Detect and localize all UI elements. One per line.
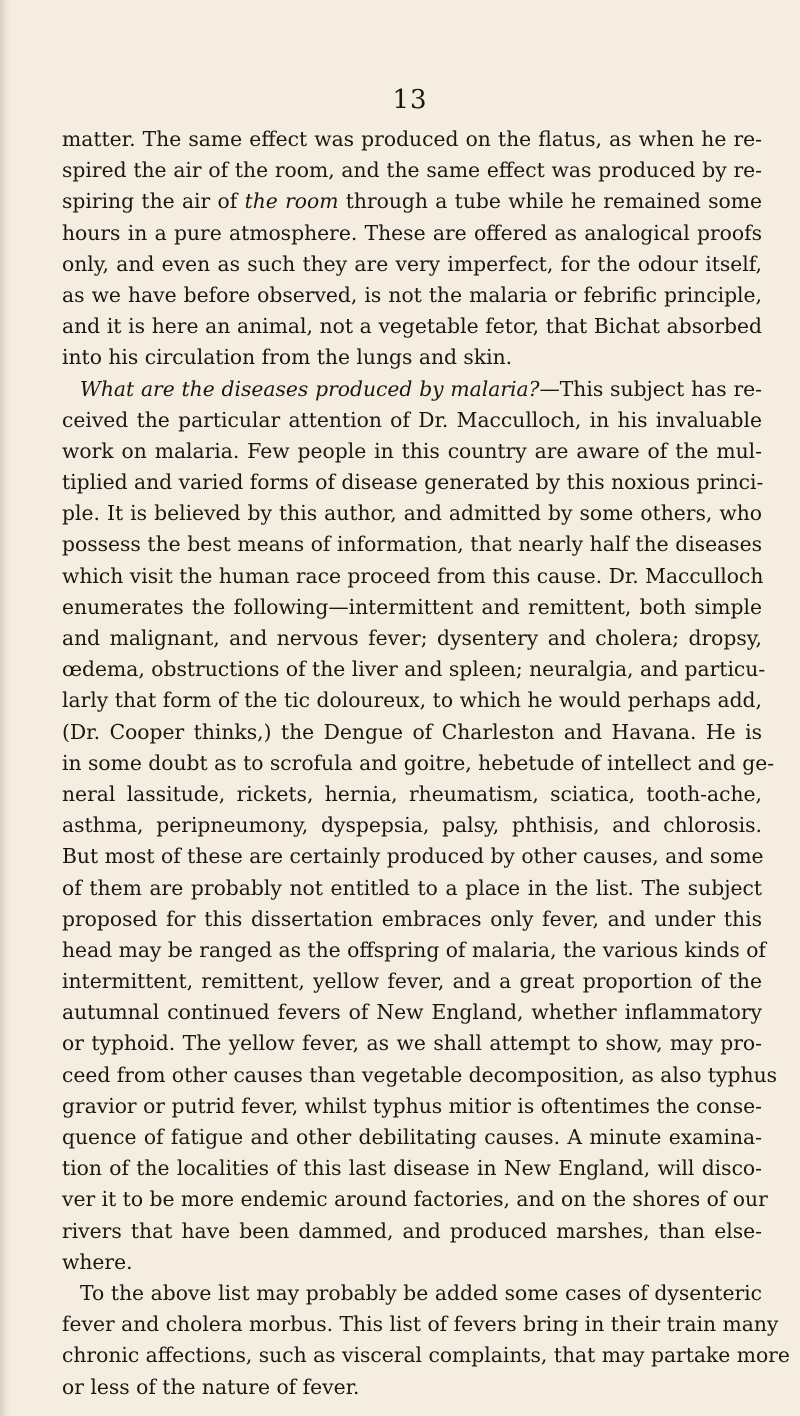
text-line: ceed from other causes than vegetable decomposition, as also typhus (62, 1062, 778, 1087)
body-text (62, 124, 790, 1403)
text-line: gravior or putrid fever, whilst typhus mitior is oftentimes the conse- (62, 1093, 762, 1118)
text-line: of them are probably not entitled to a place in the list. The subject (62, 875, 762, 900)
text-line: tion of the localities of this last disease in New England, will disco- (62, 1156, 762, 1181)
text-line: enumerates the following—intermittent and remittent, both simple (62, 594, 762, 619)
text-line: or typhoid. The yellow fever, as we shall attempt to show, may pro- (62, 1031, 762, 1056)
text-line: neral lassitude, rickets, hernia, rheumatism, sciatica, tooth-ache, (62, 781, 762, 806)
text-line: or less of the nature of fever. (62, 1374, 360, 1399)
text-line: But most of these are certainly produced by other causes, and some (62, 844, 764, 869)
text-line: proposed for this dissertation embraces only fever, and under this (62, 906, 762, 931)
text-line: larly that form of the tic doloureux, to which he would perhaps add, (62, 688, 762, 713)
text-line: and it is here an animal, not a vegetable fetor, that Bichat absorbed (62, 314, 762, 339)
text-line: chronic affections, such as visceral complaints, that may partake more (62, 1343, 790, 1368)
text-span: through a tube while he remained some (345, 189, 762, 214)
text-line: ver it to be more endemic around factories, and on the shores of our (62, 1187, 768, 1212)
text-line: work on malaria. Few people in this country are aware of the mul- (62, 438, 762, 463)
text-span: —This subject has re- (539, 376, 762, 401)
italic-heading: What are the diseases produced by malaria? (80, 376, 540, 401)
text-line: (Dr. Cooper thinks,) the Dengue of Charleston and Havana. He is (62, 719, 762, 744)
text-line: in some doubt as to scrofula and goitre, hebetude of intellect and ge- (62, 750, 775, 775)
text-line: matter. The same effect was produced on the flatus, as when he re- (62, 127, 762, 151)
page-number: 13 (392, 85, 428, 115)
text-line: spired the air of the room, and the same effect was produced by re- (62, 158, 762, 183)
text-line: hours in a pure atmosphere. These are offered as analogical proofs (62, 220, 762, 245)
text-line: as we have before observed, is not the malaria or febrific principle, (62, 282, 762, 307)
text-line: tiplied and varied forms of disease generated by this noxious princi- (62, 470, 764, 495)
text-line: œdema, obstructions of the liver and spleen; neuralgia, and particu- (62, 657, 766, 682)
text-line: ple. It is believed by this author, and admitted by some others, who (62, 501, 762, 526)
text-line: rivers that have been dammed, and produced marshes, than else- (62, 1218, 762, 1243)
text-line: autumnal continued fevers of New England, whether inflammatory (62, 1000, 762, 1025)
text-line: and malignant, and nervous fever; dysentery and cholera; dropsy, (62, 626, 762, 650)
text-line: which visit the human race proceed from this cause. Dr. Macculloch (62, 563, 764, 588)
text-line (62, 374, 762, 405)
text-line: fever and cholera morbus. This list of fevers bring in their train many (62, 1312, 779, 1337)
scan-edge (0, 0, 10, 1416)
italic-span: the room (244, 189, 339, 214)
text-line: into his circulation from the lungs and skin. (62, 345, 513, 370)
text-line: asthma, peripneumony, dyspepsia, palsy, phthisis, and chlorosis. (62, 813, 762, 838)
text-line: intermittent, remittent, yellow fever, and a great proportion of the (62, 969, 762, 994)
text-line: only, and even as such they are very imperfect, for the odour itself, (62, 251, 762, 276)
text-line: where. (62, 1249, 133, 1274)
text-line: head may be ranged as the offspring of malaria, the various kinds of (62, 937, 766, 962)
text-span: spiring the air of (62, 189, 238, 214)
text-line: quence of fatigue and other debilitating causes. A minute examina- (62, 1125, 762, 1149)
text-line: To the above list may probably be added some cases of dysenteric (80, 1280, 762, 1305)
text-line (62, 186, 762, 217)
text-line: possess the best means of information, that nearly half the diseases (62, 532, 762, 557)
text-line: ceived the particular attention of Dr. Macculloch, in his invaluable (62, 407, 762, 432)
